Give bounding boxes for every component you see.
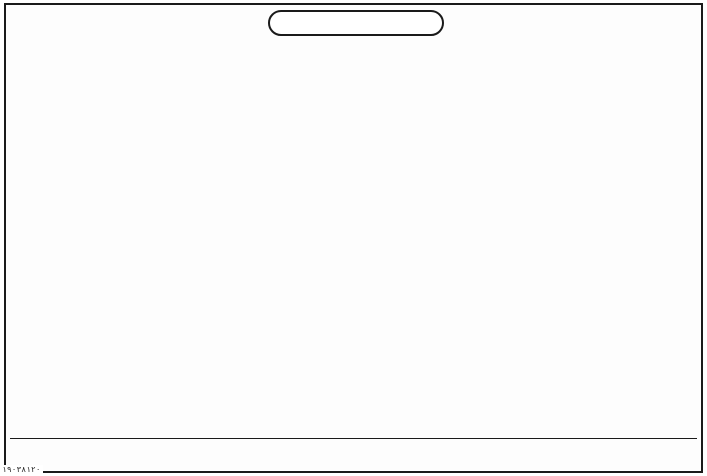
notice-title <box>268 10 444 36</box>
signature-line <box>10 438 697 465</box>
publication-code: ۱۹۰۳۸۱۲۰ <box>2 465 41 474</box>
notice-body <box>14 41 693 43</box>
notice-frame <box>4 3 703 473</box>
